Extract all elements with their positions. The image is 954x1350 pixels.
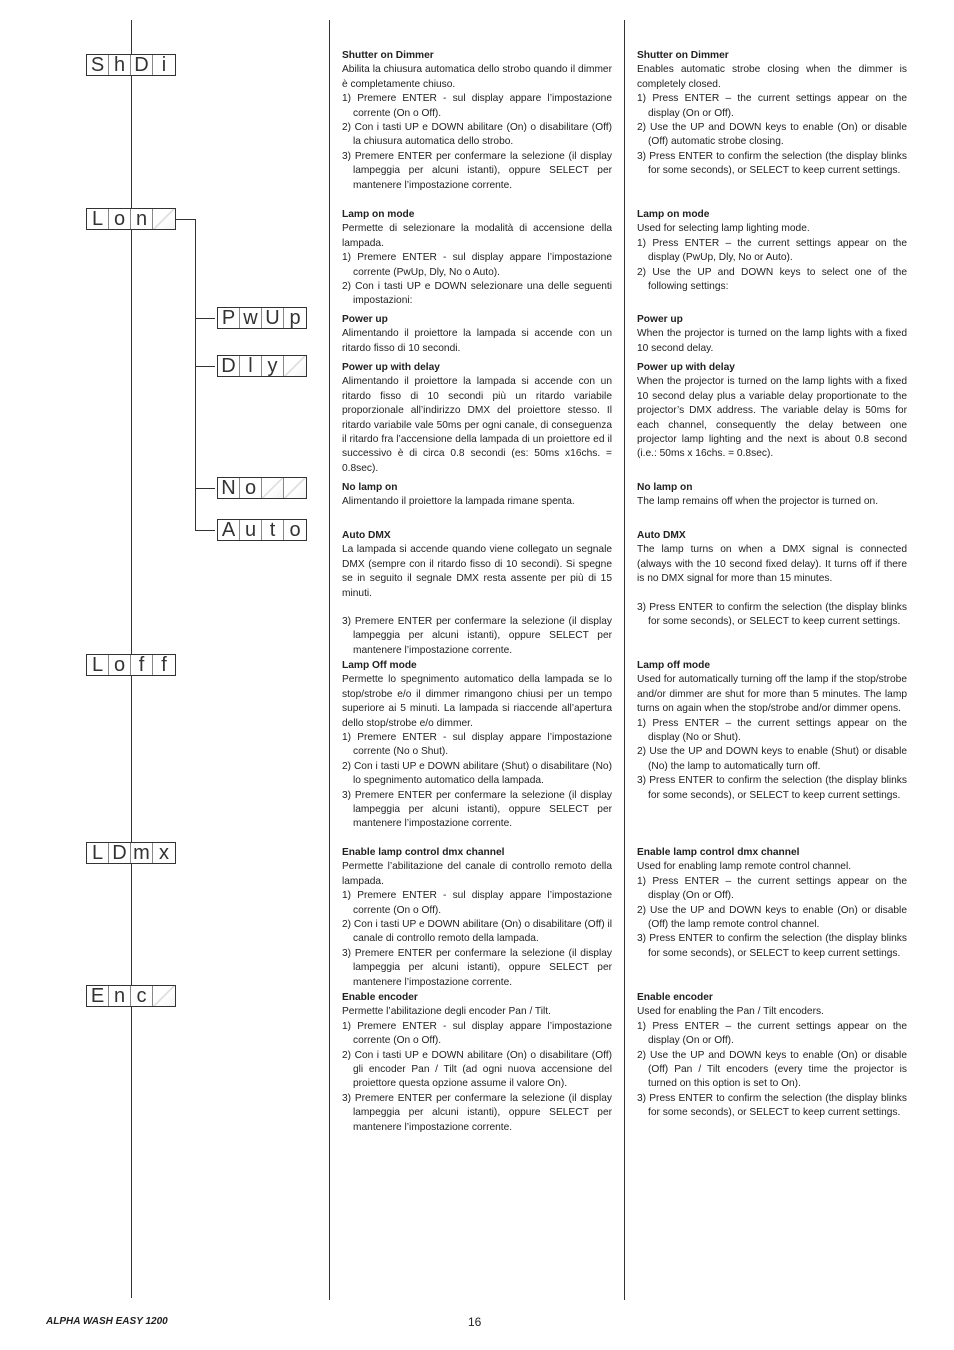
section-title: Power up with delay bbox=[342, 362, 440, 373]
pwup-connector bbox=[195, 318, 215, 319]
section-title: Power up bbox=[637, 314, 683, 325]
display-char: L bbox=[87, 209, 109, 229]
display-char bbox=[153, 209, 175, 229]
section-power-up bbox=[637, 313, 907, 356]
section-text: Permette l’abilitazione del canale di controllo remoto della lampada. bbox=[342, 861, 612, 887]
display-char: D bbox=[109, 843, 131, 863]
section-title: Power up bbox=[342, 314, 388, 325]
section-title: Shutter on Dimmer bbox=[637, 50, 729, 61]
display-char: w bbox=[240, 308, 262, 328]
display-char: i bbox=[161, 54, 167, 76]
step-item: 1) Premere ENTER - sul display appare l’impostazione corrente (On o Off). bbox=[342, 93, 612, 119]
section-title: Lamp Off mode bbox=[342, 660, 417, 671]
section-text: When the projector is turned on the lamp lights with a fixed 10 second delay. bbox=[637, 328, 907, 354]
display-char: o bbox=[109, 655, 131, 675]
step-item: 1) Press ENTER – the current settings appear on the display (On or Off). bbox=[637, 93, 907, 119]
display-char: p bbox=[289, 307, 301, 329]
display-no bbox=[217, 477, 307, 499]
section-title: No lamp on bbox=[637, 482, 693, 493]
section-auto-dmx bbox=[637, 529, 907, 629]
no-connector bbox=[195, 488, 215, 489]
display-dly bbox=[217, 355, 307, 377]
display-char: D bbox=[131, 55, 153, 75]
section-title: Enable encoder bbox=[637, 992, 713, 1003]
step-item: 2) Use the UP and DOWN keys to enable (Shut) or disable (No) the lamp to automatically turn off. bbox=[637, 746, 907, 772]
display-char: l bbox=[240, 356, 262, 376]
dly-connector bbox=[195, 366, 215, 367]
section-title: No lamp on bbox=[342, 482, 398, 493]
display-char: m bbox=[131, 843, 153, 863]
section-title: Lamp off mode bbox=[637, 660, 711, 671]
section-text: Alimentando il proiettore la lampada rimane spenta. bbox=[342, 496, 575, 508]
step-item: 3) Premere ENTER per confermare la selezione (il display lampeggia per alcuni istanti), oppure SELECT per mantenere l’impostazione corrente. bbox=[342, 616, 612, 656]
display-char bbox=[153, 986, 175, 1006]
section-text: The lamp turns on when a DMX signal is connected (always with the 10 second fixed delay). It turns off if there is no DMX signal for more than 15 minutes. bbox=[637, 544, 907, 585]
step-item: 1) Press ENTER – the current settings appear on the display (No or Shut). bbox=[637, 717, 907, 744]
section-text: Permette di selezionare la modalità di accensione della lampada. bbox=[342, 223, 612, 249]
section-text: Used for enabling the Pan / Tilt encoders. bbox=[637, 1006, 824, 1018]
display-char: E bbox=[87, 986, 109, 1006]
step-item: 2) Con i tasti UP e DOWN abilitare (On) o disabilitare (Off) la chiusura automatica dello strobo. bbox=[342, 122, 612, 148]
display-char: S bbox=[87, 55, 109, 75]
step-item: 2) Use the UP and DOWN keys to enable (On) or disable (Off) automatic strobe closing. bbox=[637, 122, 907, 148]
step-item: 3) Premere ENTER per confermare la selezione (il display lampeggia per alcuni istanti), oppure SELECT per mantenere l’impostazione corrente. bbox=[342, 1092, 612, 1133]
display-char: x bbox=[159, 842, 169, 864]
section-enable-encoder bbox=[342, 991, 612, 1135]
section-text: Alimentando il proiettore la lampada si accende con un ritardo fisso di 10 secondi più un ritardo variabile proporzionale all’indirizzo DMX del proiettore stesso. Il ritardo variabile vale 50ms per ogni canale, di conseguenza il ritardo fra l’accensione della lampada di un proiettore ed il successivo è di circa 0.8 secondi (es: 50ms x16chs. = 0.8sec). bbox=[342, 376, 612, 474]
display-char: f bbox=[161, 654, 167, 676]
display-char: o bbox=[240, 478, 262, 498]
display-char: h bbox=[109, 55, 131, 75]
section-text: When the projector is turned on the lamp lights with a fixed 10 second delay plus a variable delay proportionate to the projector’s DMX address. The variable delay is 50ms for each channel, consequently the delay between one projector lamp lighting and the next is about 0.8 second (i.e.: 50ms x 16chs. = 0.8sec). bbox=[637, 376, 907, 460]
lon-branch-connector bbox=[176, 219, 195, 220]
display-char: N bbox=[218, 478, 240, 498]
section-title: Auto DMX bbox=[637, 530, 686, 541]
section-title: Enable encoder bbox=[342, 992, 418, 1003]
section-text: Used for enabling lamp remote control channel. bbox=[637, 861, 852, 873]
step-item: 2) Con i tasti UP e DOWN abilitare (On) o disabilitare (Off) gli encoder Pan / Tilt (ad ogni nuova accensione del proiettore questa opzione assume il valore On). bbox=[342, 1049, 612, 1090]
lon-subtree-line bbox=[195, 219, 196, 530]
display-shdi bbox=[86, 54, 176, 76]
section-title: Auto DMX bbox=[342, 530, 391, 541]
section-lamp-off-mode bbox=[637, 659, 907, 803]
step-item: 3) Premere ENTER per confermare la selezione (il display lampeggia per alcuni istanti), oppure SELECT per mantenere l’impostazione corrente. bbox=[342, 150, 612, 191]
section-no-lamp-on bbox=[342, 481, 612, 510]
step-item: 2) Con i tasti UP e DOWN abilitare (On) o disabilitare (Off) il canale di controllo remoto della lampada. bbox=[342, 919, 612, 945]
section-text: Permette lo spegnimento automatico della lampada se lo stop/strobe e/o il dimmer rimangono chiusi per un tempo superiore ai 5 minuti. La lampada si riaccende all’apertura dello stop/strobe e/o dimmer. bbox=[342, 674, 612, 729]
display-char: n bbox=[109, 986, 131, 1006]
display-enc bbox=[86, 985, 176, 1007]
section-text: Alimentando il proiettore la lampada si accende con un ritardo fisso di 10 secondi. bbox=[342, 328, 612, 354]
step-item: 2) Use the UP and DOWN keys to select one of the following settings: bbox=[637, 266, 907, 293]
display-char bbox=[284, 478, 306, 498]
display-char bbox=[284, 356, 306, 376]
display-char: L bbox=[87, 655, 109, 675]
step-item: 1) Premere ENTER - sul display appare l’impostazione corrente (On o Off). bbox=[342, 890, 612, 916]
section-text: Used for automatically turning off the lamp if the stop/strobe and/or dimmer are shut for more than 5 minutes. The lamp turns on again when the stop/strobe and/or dimmer opens. bbox=[637, 674, 907, 715]
auto-connector bbox=[195, 530, 215, 531]
footer-product-name: ALPHA WASH EASY 1200 bbox=[46, 1316, 168, 1327]
section-lamp-control-dmx bbox=[342, 846, 612, 990]
section-title: Enable lamp control dmx channel bbox=[342, 847, 505, 858]
display-char: o bbox=[109, 209, 131, 229]
section-auto-dmx bbox=[342, 529, 612, 658]
step-item: 3) Premere ENTER per confermare la selezione (il display lampeggia per alcuni istanti), oppure SELECT per mantenere l’impostazione corrente. bbox=[342, 947, 612, 988]
step-item: 3) Press ENTER to confirm the selection (the display blinks for some seconds), or SELECT to keep current settings. bbox=[637, 150, 907, 177]
step-item: 2) Con i tasti UP e DOWN abilitare (Shut) o disabilitare (No) lo spegnimento automatico della lampada. bbox=[342, 760, 612, 787]
step-item: 3) Press ENTER to confirm the selection (the display blinks for some seconds), or SELECT to keep current settings. bbox=[637, 775, 907, 801]
display-char: n bbox=[131, 209, 153, 229]
display-char: P bbox=[218, 308, 240, 328]
display-char: y bbox=[262, 356, 284, 376]
section-text: Used for selecting lamp lighting mode. bbox=[637, 223, 810, 235]
display-lon bbox=[86, 208, 176, 230]
display-auto bbox=[217, 519, 307, 541]
step-item: 1) Press ENTER – the current settings appear on the display (On or Off). bbox=[637, 875, 907, 902]
step-item: 2) Con i tasti UP e DOWN selezionare una delle seguenti impostazioni: bbox=[342, 281, 612, 307]
section-title: Lamp on mode bbox=[342, 209, 415, 220]
display-ldmx bbox=[86, 842, 176, 864]
display-char: L bbox=[87, 843, 109, 863]
section-title: Lamp on mode bbox=[637, 209, 710, 220]
step-item: 1) Press ENTER – the current settings appear on the display (On or Off). bbox=[637, 1020, 907, 1047]
section-no-lamp-on bbox=[637, 481, 907, 510]
section-text: La lampada si accende quando viene collegato un segnale DMX (sempre con il ritardo fisso di 10 secondi). Si spegne se in seguito il segnale DMX resta assente per più di 15 minuti. bbox=[342, 544, 612, 599]
step-item: 3) Press ENTER to confirm the selection (the display blinks for some seconds), or SELECT to keep current settings. bbox=[637, 933, 907, 959]
step-item: 2) Use the UP and DOWN keys to enable (On) or disable (Off) the lamp remote control channel. bbox=[637, 904, 907, 931]
display-char: t bbox=[262, 520, 284, 540]
step-item: 2) Use the UP and DOWN keys to enable (On) or disable (Off) Pan / Tilt encoders (every time the projector is turned on this option is set to On). bbox=[637, 1049, 907, 1090]
section-title: Power up with delay bbox=[637, 362, 735, 373]
section-shutter-on-dimmer bbox=[637, 49, 907, 179]
column-divider-left bbox=[329, 20, 330, 1300]
step-item: 1) Press ENTER – the current settings appear on the display (PwUp, Dly, No or Auto). bbox=[637, 237, 907, 264]
display-loff bbox=[86, 654, 176, 676]
display-char: o bbox=[289, 519, 301, 541]
display-char: A bbox=[218, 520, 240, 540]
display-char bbox=[262, 478, 284, 498]
column-divider-right bbox=[624, 20, 625, 1300]
section-power-up-with-delay bbox=[342, 361, 612, 476]
display-pwup bbox=[217, 307, 307, 329]
section-text: The lamp remains off when the projector is turned on. bbox=[637, 496, 879, 508]
section-lamp-on-mode bbox=[342, 208, 612, 309]
section-lamp-control-dmx bbox=[637, 846, 907, 961]
step-item: 1) Premere ENTER - sul display appare l’impostazione corrente (PwUp, Dly, No o Auto). bbox=[342, 252, 612, 278]
step-item: 3) Press ENTER to confirm the selection (the display blinks for some seconds), or SELECT to keep current settings. bbox=[637, 1092, 907, 1119]
section-lamp-on-mode bbox=[637, 208, 907, 294]
display-char: U bbox=[262, 308, 284, 328]
section-shutter-on-dimmer bbox=[342, 49, 612, 193]
display-char: f bbox=[131, 655, 153, 675]
section-title: Enable lamp control dmx channel bbox=[637, 847, 800, 858]
step-item: 1) Premere ENTER - sul display appare l’impostazione corrente (No o Shut). bbox=[342, 732, 612, 758]
step-item: 3) Premere ENTER per confermare la selezione (il display lampeggia per alcuni istanti), oppure SELECT per mantenere l’impostazione corrente. bbox=[342, 789, 612, 830]
display-char: u bbox=[240, 520, 262, 540]
section-title: Shutter on Dimmer bbox=[342, 50, 434, 61]
section-text: Enables automatic strobe closing when the dimmer is completely closed. bbox=[637, 64, 907, 90]
section-text: Permette l’abilitazione degli encoder Pan / Tilt. bbox=[342, 1006, 551, 1018]
display-char: D bbox=[218, 356, 240, 376]
section-lamp-off-mode bbox=[342, 659, 612, 832]
step-item: 3) Press ENTER to confirm the selection (the display blinks for some seconds), or SELECT to keep current settings. bbox=[637, 601, 907, 628]
display-char: c bbox=[131, 986, 153, 1006]
page-number: 16 bbox=[468, 1315, 482, 1329]
section-power-up-with-delay bbox=[637, 361, 907, 462]
section-power-up bbox=[342, 313, 612, 356]
section-enable-encoder bbox=[637, 991, 907, 1121]
step-item: 1) Premere ENTER - sul display appare l’impostazione corrente (On o Off). bbox=[342, 1020, 612, 1047]
section-text: Abilita la chiusura automatica dello strobo quando il dimmer è completamente chiuso. bbox=[342, 64, 612, 90]
